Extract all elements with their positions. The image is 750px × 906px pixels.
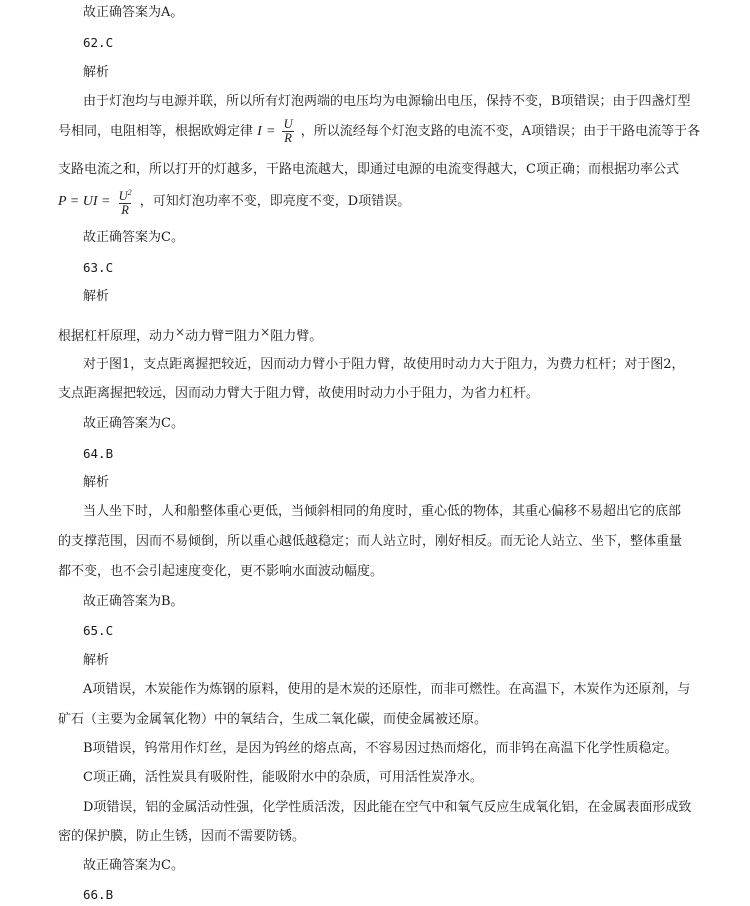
answer-line: 故正确答案为C。 — [83, 230, 184, 245]
paragraph-line: 对于图1，支点距离握把较近，因而动力臂小于阻力臂，故使用时动力大于阻力，为费力杠杆；对于图2， — [83, 357, 685, 372]
paragraph-line — [58, 186, 410, 217]
question-number: 62.C — [83, 35, 114, 50]
paragraph-line: C项正确，活性炭具有吸附性，能吸附水中的杂质，可用活性炭净水。 — [83, 770, 483, 785]
paragraph-line: 由于灯泡均与电源并联，所以所有灯泡两端的电压均为电源输出电压，保持不变，B项错误；由于四盏灯型 — [83, 94, 691, 109]
fraction-denominator: R — [284, 131, 292, 145]
text-span: ，所以流经每个灯泡支路的电流不变，A项错误；由于干路电流等于各 — [300, 124, 701, 139]
text-span: 根据杠杆原理，动力 — [58, 329, 176, 344]
times-symbol: × — [260, 325, 271, 339]
question-number: 66.B — [83, 887, 114, 902]
analysis-heading: 解析 — [83, 65, 110, 80]
times-symbol: × — [175, 325, 186, 339]
paragraph-line: A项错误，木炭能作为炼钢的原料，使用的是木炭的还原性，而非可燃性。在高温下，木炭作为还原剂，与 — [83, 682, 691, 697]
paragraph-line: 矿石（主要为金属氧化物）中的氧结合，生成二氧化碳，而使金属被还原。 — [58, 712, 488, 727]
fraction-numerator: $U^2$ — [118, 188, 132, 204]
fraction — [117, 186, 134, 217]
question-number: 63.C — [83, 260, 114, 275]
paragraph-line: D项错误，铝的金属活动性强，化学性质活泼，因此能在空气中和氧气反应生成氧化铝，在金属表面形成致 — [83, 800, 692, 815]
answer-line: 故正确答案为B。 — [83, 594, 184, 609]
paragraph-line: 支路电流之和，所以打开的灯越多，干路电流越大，即通过电源的电流变得越大，C项正确；而根据功率公式 — [58, 162, 679, 177]
math-operator: = — [265, 124, 276, 139]
paragraph-line: 的支撑范围，因而不易倾倒，所以重心越低越稳定；而人站立时，刚好相反。而无论人站立、坐下，整体重量 — [58, 534, 683, 549]
text-span: 阻力 — [234, 329, 261, 344]
paragraph-line — [58, 323, 322, 346]
equals-symbol: = — [224, 325, 235, 339]
text-span: 阻力臂。 — [270, 329, 323, 344]
exponent: 2 — [127, 188, 132, 197]
answer-line: 故正确答案为A。 — [83, 5, 184, 20]
paragraph-line: 支点距离握把较远，因而动力臂大于阻力臂，故使用时动力小于阻力，为省力杠杆。 — [58, 386, 540, 401]
analysis-heading: 解析 — [83, 289, 110, 304]
paragraph-line: 当人坐下时，人和船整体重心更低，当倾斜相同的角度时，重心低的物体，其重心偏移不易超出它的底部 — [83, 504, 682, 519]
question-number: 64.B — [83, 446, 114, 461]
math-formula: P = UI = — [58, 194, 111, 210]
text-span: 号相同，电阻相等，根据欧姆定律 — [58, 124, 254, 139]
answer-line: 故正确答案为C。 — [83, 416, 184, 431]
text-span: ，可知灯泡功率不变，即亮度不变，D项错误。 — [139, 194, 411, 210]
paragraph-line: 密的保护膜，防止生锈，因而不需要防锈。 — [58, 829, 306, 844]
fraction — [282, 118, 295, 145]
fraction-numerator: U — [283, 117, 293, 131]
answer-line: 故正确答案为C。 — [83, 858, 184, 873]
analysis-heading: 解析 — [83, 653, 110, 668]
paragraph-line: 都不变，也不会引起速度变化，更不影响水面波动幅度。 — [58, 564, 384, 579]
math-variable: I — [257, 124, 262, 139]
paragraph-line: B项错误，钨常用作灯丝，是因为钨丝的熔点高，不容易因过热而熔化，而非钨在高温下化学性质稳定。 — [83, 741, 678, 756]
question-number: 65.C — [83, 623, 114, 638]
paragraph-line — [58, 117, 700, 147]
fraction-denominator: R — [121, 203, 129, 218]
text-span: 动力臂 — [185, 329, 225, 344]
analysis-heading: 解析 — [83, 475, 110, 490]
